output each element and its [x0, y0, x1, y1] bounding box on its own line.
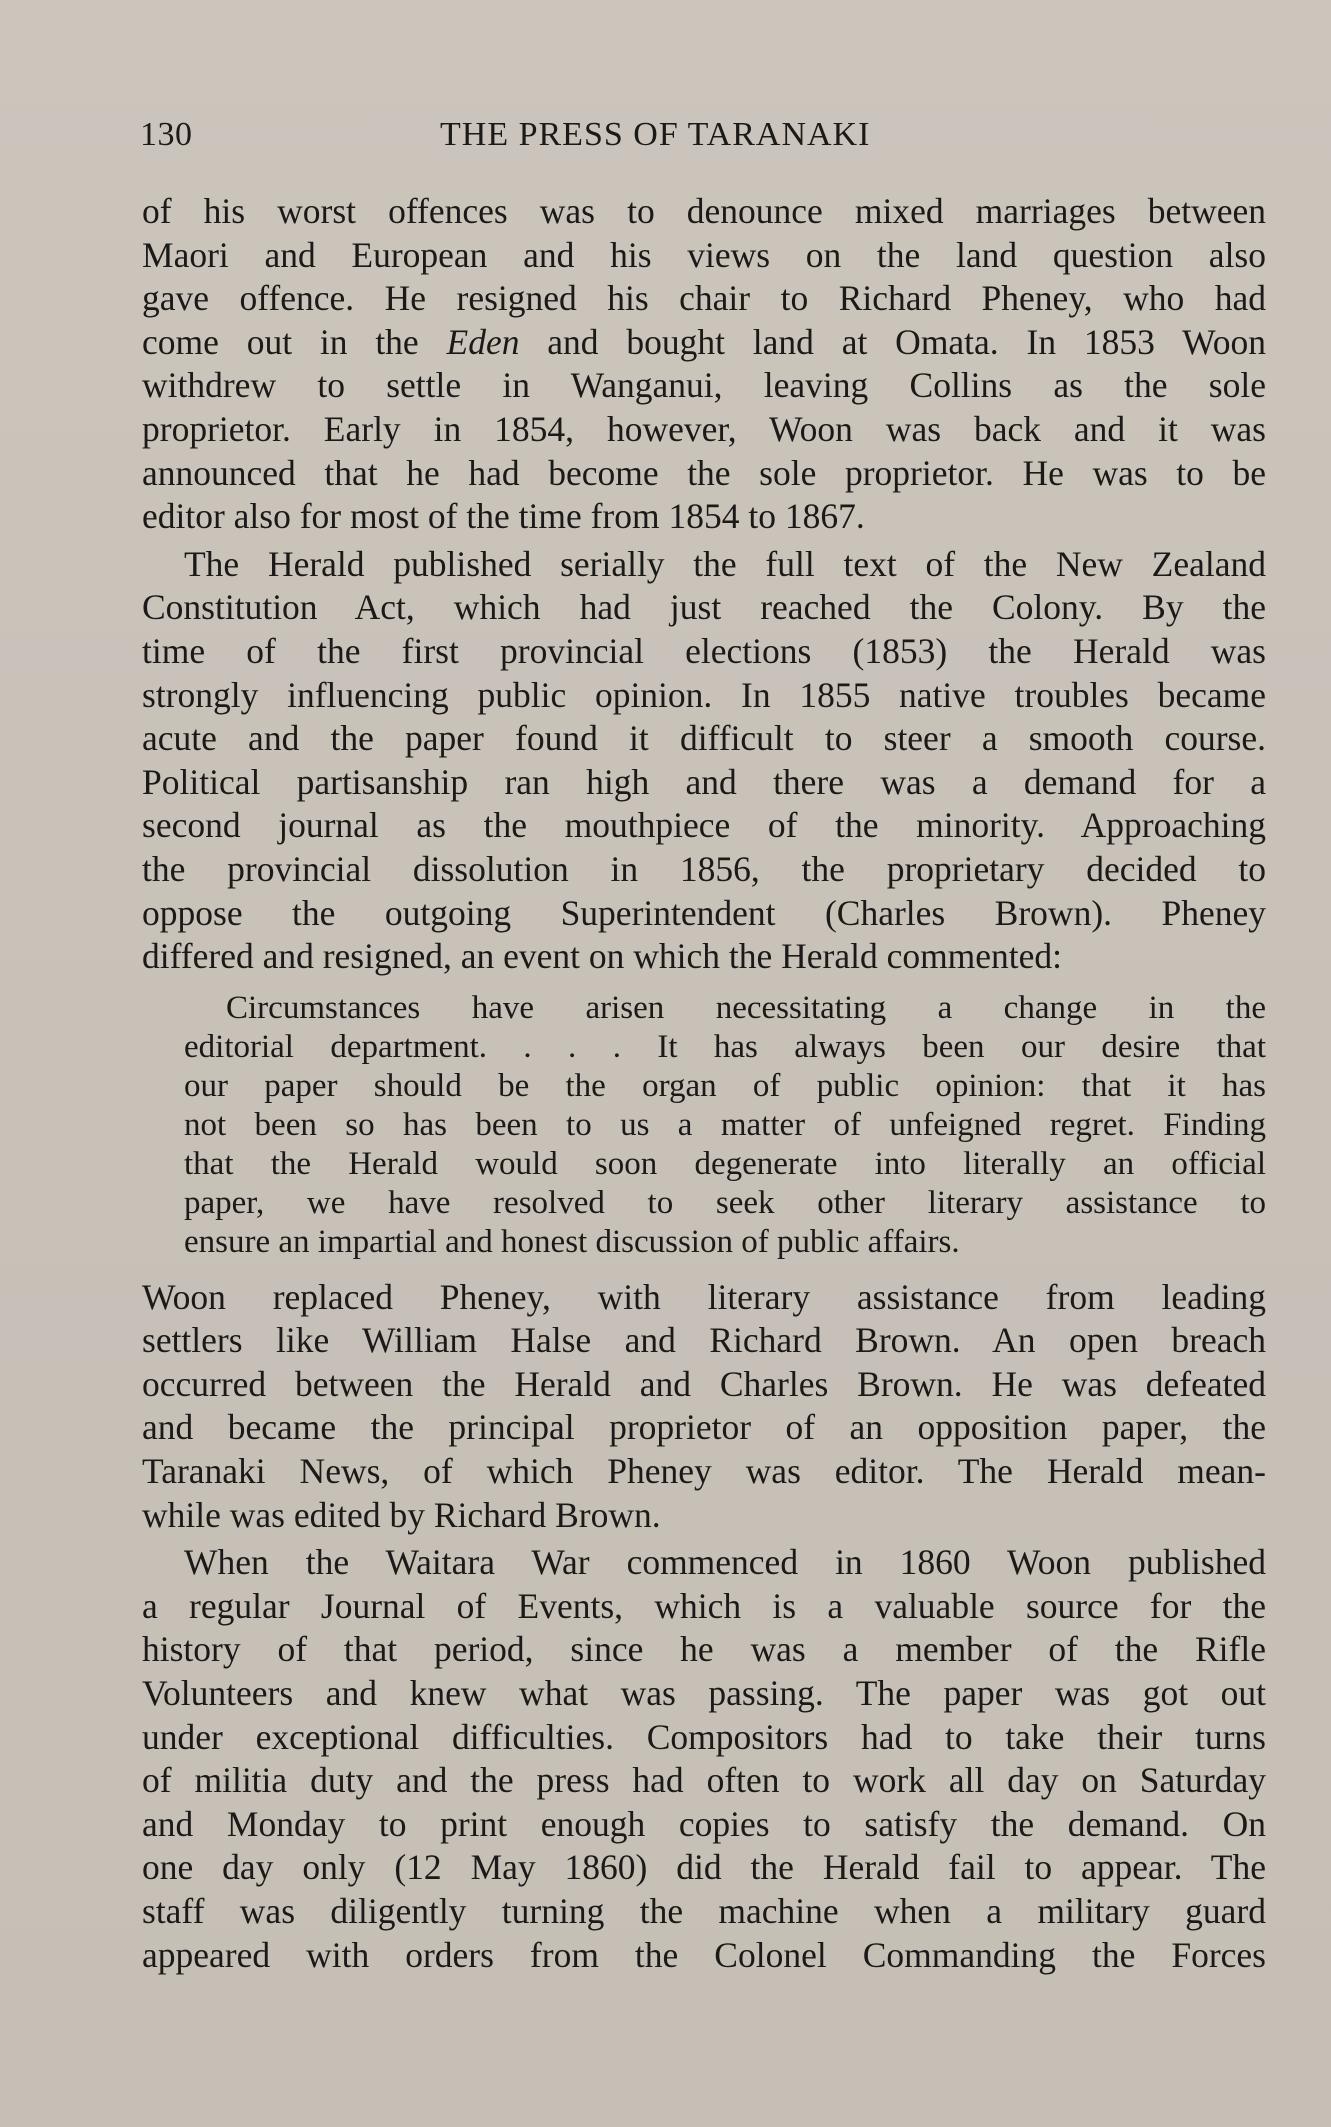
- quote-line: not been so has been to us a matter of unfeigned regret. Finding: [184, 1106, 1266, 1143]
- text-line: staff was diligently turning the machine when a military guard: [142, 1891, 1266, 1931]
- text-line: acute and the paper found it difficult to steer a smooth course.: [142, 718, 1266, 759]
- text-line: differed and resigned, an event on which the Herald commented:: [142, 936, 1063, 977]
- text-line: appeared with orders from the Colonel Commanding the Forces: [142, 1934, 1266, 1975]
- text-line: When the Waitara War commenced in 1860 Woon published: [184, 1542, 1266, 1583]
- text-line: occurred between the Herald and Charles Brown. He was defeated: [142, 1363, 1266, 1404]
- page-number: 130: [140, 116, 193, 153]
- text-line: the provincial dissolution in 1856, the proprietary decided to: [142, 848, 1266, 889]
- quote-line: Circumstances have arisen necessitating a change in the: [226, 989, 1266, 1026]
- text-line: and became the principal proprietor of an opposition paper, the: [142, 1407, 1266, 1448]
- quote-line: ensure an impartial and honest discussion of public affairs.: [184, 1223, 960, 1260]
- text-line: gave offence. He resigned his chair to Richard Pheney, who had: [142, 278, 1266, 319]
- text-line: under exceptional difficulties. Compositors had to take their turns: [142, 1716, 1266, 1757]
- text-line: a regular Journal of Events, which is a valuable source for the: [142, 1585, 1266, 1626]
- quote-line: paper, we have resolved to seek other literary assistance to: [184, 1184, 1266, 1221]
- text-line: Volunteers and knew what was passing. The paper was got out: [142, 1673, 1266, 1714]
- body-text: [142, 190, 1266, 1981]
- text-line: withdrew to settle in Wanganui, leaving Collins as the sole: [142, 365, 1266, 406]
- text-segment: come out in the: [142, 321, 447, 362]
- text-line: settlers like William Halse and Richard Brown. An open breach: [142, 1320, 1266, 1361]
- text-line: of his worst offences was to denounce mixed marriages between: [142, 191, 1266, 231]
- text-line: announced that he had become the sole proprietor. He was to be: [142, 452, 1266, 493]
- text-line: Political partisanship ran high and there was a demand for a: [142, 761, 1266, 802]
- text-line: [142, 321, 1266, 365]
- quote-line: our paper should be the organ of public opinion: that it has: [184, 1067, 1266, 1104]
- block-quote: [142, 989, 1266, 1262]
- text-line: second journal as the mouthpiece of the minority. Approaching: [142, 805, 1266, 846]
- paragraph-4: [142, 1541, 1266, 1977]
- text-line: history of that period, since he was a member of the Rifle: [142, 1629, 1266, 1670]
- text-line: proprietor. Early in 1854, however, Woon was back and it was: [142, 408, 1266, 449]
- page-header: [140, 116, 1265, 160]
- text-line: The Herald published serially the full text of the New Zealand: [184, 543, 1266, 584]
- quote-line: that the Herald would soon degenerate into literally an official: [184, 1145, 1266, 1182]
- paragraph-3: [142, 1276, 1266, 1538]
- text-segment: and bought land at Omata. In 1853 Woon: [519, 321, 1266, 362]
- text-line: one day only (12 May 1860) did the Herald fail to appear. The: [142, 1847, 1266, 1888]
- running-head: THE PRESS OF TARANAKI: [440, 116, 871, 153]
- paragraph-1: [142, 190, 1266, 539]
- text-line: of militia duty and the press had often to work all day on Saturday: [142, 1760, 1266, 1801]
- text-line: Constitution Act, which had just reached the Colony. By the: [142, 587, 1266, 628]
- text-line: and Monday to print enough copies to satisfy the demand. On: [142, 1803, 1266, 1844]
- text-line: editor also for most of the time from 1854 to 1867.: [142, 496, 865, 537]
- paragraph-2: [142, 543, 1266, 979]
- text-line: strongly influencing public opinion. In 1855 native troubles became: [142, 674, 1266, 715]
- text-line: Maori and European and his views on the land question also: [142, 234, 1266, 275]
- text-line: Woon replaced Pheney, with literary assistance from leading: [142, 1276, 1266, 1317]
- text-line: oppose the outgoing Superintendent (Charles Brown). Pheney: [142, 892, 1266, 933]
- text-line: time of the first provincial elections (1853) the Herald was: [142, 630, 1266, 671]
- quote-line: editorial department. . . . It has always been our desire that: [184, 1028, 1266, 1065]
- ship-name-italic: Eden: [446, 321, 520, 362]
- text-line: while was edited by Richard Brown.: [142, 1494, 661, 1535]
- text-line: Taranaki News, of which Pheney was editor. The Herald mean-: [142, 1451, 1266, 1492]
